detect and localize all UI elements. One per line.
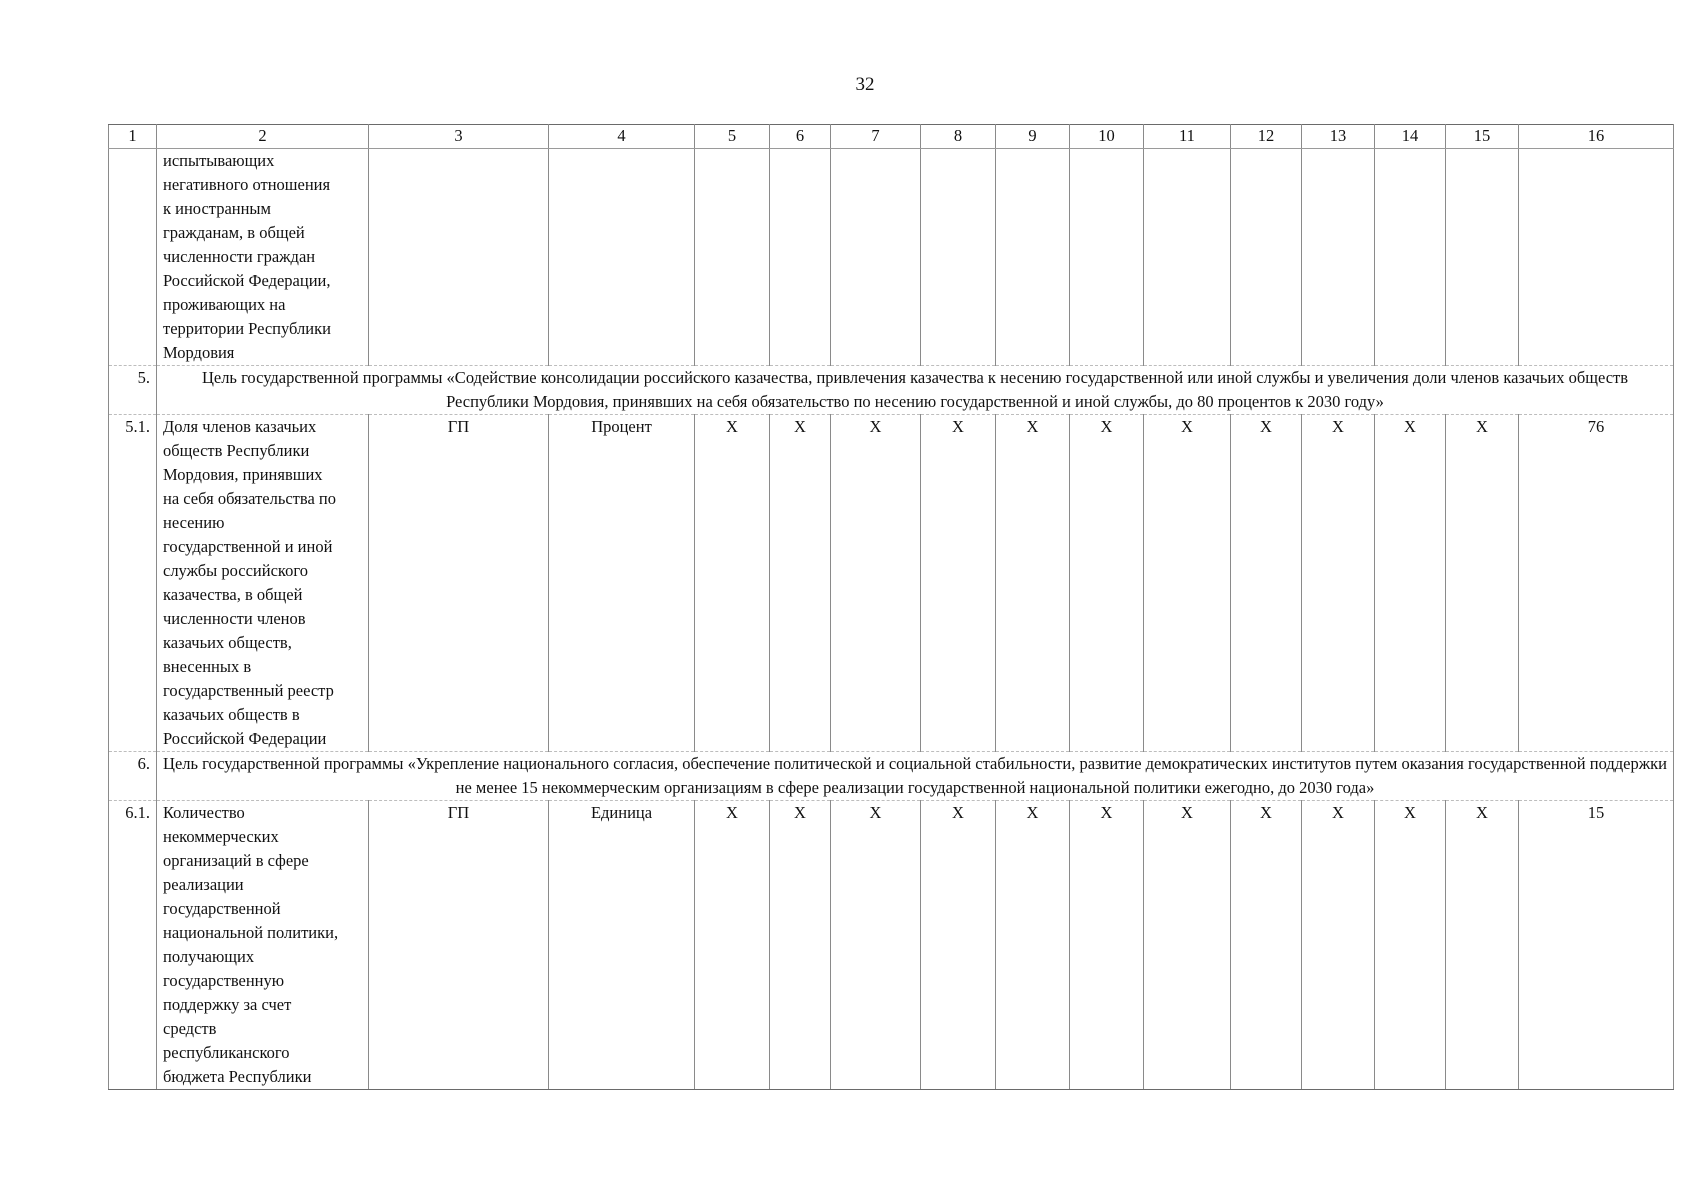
value-cell: Х <box>1446 801 1519 1090</box>
header-cell: 15 <box>1446 125 1519 149</box>
header-cell: 1 <box>109 125 157 149</box>
value-cell: Х <box>1302 415 1375 752</box>
name-line: обществ Республики <box>163 441 310 460</box>
value-cell: Х <box>1144 415 1231 752</box>
empty-cell <box>921 149 996 366</box>
value-cell: Х <box>831 801 921 1090</box>
goal-row <box>109 752 1674 801</box>
empty-cell <box>770 149 831 366</box>
goal-text: Цель государственной программы «Содействие консолидации российского казачества, привлечения казачества к несению государственной или иной службы и увеличения доли членов казачьих обществ Республики Мордовия, принявших на себя обязательство по несению государственной и иной службы, до 80 процентов к 2030 году» <box>157 366 1674 415</box>
name-line: государственную <box>163 971 285 990</box>
name-line: Количество <box>163 803 245 822</box>
value-cell: Х <box>1144 801 1231 1090</box>
value-cell: Х <box>1302 801 1375 1090</box>
name-line: получающих <box>163 947 255 966</box>
row-number-cell: 6.1. <box>109 801 157 1090</box>
header-cell: 12 <box>1231 125 1302 149</box>
empty-cell <box>1302 149 1375 366</box>
name-line: средств <box>163 1019 217 1038</box>
empty-cell <box>1070 149 1144 366</box>
empty-cell <box>549 149 695 366</box>
value-cell: Х <box>695 801 770 1090</box>
unit-cell: Единица <box>549 801 695 1090</box>
indicator-name-cell <box>157 801 369 1090</box>
name-line: негативного отношения <box>163 175 331 194</box>
name-line: поддержку за счет <box>163 995 292 1014</box>
name-line: на себя обязательства по <box>163 489 336 508</box>
header-cell: 16 <box>1519 125 1674 149</box>
name-line: национальной политики, <box>163 923 339 942</box>
name-line: некоммерческих <box>163 827 279 846</box>
name-line: несению <box>163 513 225 532</box>
name-line: внесенных в <box>163 657 252 676</box>
value-cell: Х <box>921 415 996 752</box>
name-line: проживающих на <box>163 295 286 314</box>
row-number-cell: 6. <box>109 752 157 801</box>
empty-cell <box>996 149 1070 366</box>
value-cell: Х <box>831 415 921 752</box>
header-cell: 3 <box>369 125 549 149</box>
name-line: государственный реестр <box>163 681 334 700</box>
value-cell: Х <box>996 415 1070 752</box>
program-cell: ГП <box>369 415 549 752</box>
row-number-cell: 5.1. <box>109 415 157 752</box>
name-line: Российской Федерации, <box>163 271 331 290</box>
name-line: территории Республики <box>163 319 331 338</box>
name-line: численности членов <box>163 609 306 628</box>
table-row <box>109 415 1674 752</box>
empty-cell <box>831 149 921 366</box>
header-cell: 5 <box>695 125 770 149</box>
name-line: Мордовия, принявших <box>163 465 323 484</box>
header-cell: 4 <box>549 125 695 149</box>
table-row <box>109 149 1674 366</box>
value-cell: Х <box>1375 415 1446 752</box>
program-cell: ГП <box>369 801 549 1090</box>
target-value-cell: 76 <box>1519 415 1674 752</box>
value-cell: Х <box>770 415 831 752</box>
name-line: службы российского <box>163 561 308 580</box>
value-cell: Х <box>996 801 1070 1090</box>
value-cell: Х <box>770 801 831 1090</box>
value-cell: Х <box>1231 801 1302 1090</box>
value-cell: Х <box>1070 801 1144 1090</box>
empty-cell <box>1375 149 1446 366</box>
value-cell: Х <box>921 801 996 1090</box>
header-cell: 9 <box>996 125 1070 149</box>
name-line: Доля членов казачьих <box>163 417 317 436</box>
value-cell: Х <box>1231 415 1302 752</box>
value-cell: Х <box>1070 415 1144 752</box>
name-line: государственной <box>163 899 281 918</box>
header-cell: 7 <box>831 125 921 149</box>
goal-row <box>109 366 1674 415</box>
name-line: численности граждан <box>163 247 316 266</box>
name-line: гражданам, в общей <box>163 223 305 242</box>
target-value-cell: 15 <box>1519 801 1674 1090</box>
name-line: к иностранным <box>163 199 271 218</box>
name-line: казачества, в общей <box>163 585 303 604</box>
indicators-table <box>108 124 1674 1090</box>
name-line: Мордовия <box>163 343 235 362</box>
empty-cell <box>1231 149 1302 366</box>
table-header-row <box>109 125 1674 149</box>
empty-cell <box>1519 149 1674 366</box>
header-cell: 13 <box>1302 125 1375 149</box>
goal-text: Цель государственной программы «Укрепление национального согласия, обеспечение политической и социальной стабильности, развитие демократических институтов путем оказания государственной поддержки не менее 15 некоммерческим организациям в сфере реализации государственной национальной политики ежегодно, до 2030 года» <box>157 752 1674 801</box>
unit-cell: Процент <box>549 415 695 752</box>
row-number-cell <box>109 149 157 366</box>
empty-cell <box>695 149 770 366</box>
name-line: Российской Федерации <box>163 729 327 748</box>
page-number: 32 <box>855 74 875 95</box>
indicator-name-cell <box>157 149 369 366</box>
name-line: государственной и иной <box>163 537 333 556</box>
row-number-cell: 5. <box>109 366 157 415</box>
name-line: организаций в сфере <box>163 851 309 870</box>
header-cell: 8 <box>921 125 996 149</box>
value-cell: Х <box>1375 801 1446 1090</box>
header-cell: 11 <box>1144 125 1231 149</box>
empty-cell <box>1446 149 1519 366</box>
header-cell: 14 <box>1375 125 1446 149</box>
header-cell: 10 <box>1070 125 1144 149</box>
value-cell: Х <box>1446 415 1519 752</box>
indicator-name-cell <box>157 415 369 752</box>
name-line: казачьих обществ, <box>163 633 292 652</box>
header-cell: 2 <box>157 125 369 149</box>
table-row <box>109 801 1674 1090</box>
value-cell: Х <box>695 415 770 752</box>
name-line: реализации <box>163 875 244 894</box>
name-line: бюджета Республики <box>163 1067 312 1086</box>
name-line: испытывающих <box>163 151 275 170</box>
empty-cell <box>369 149 549 366</box>
header-cell: 6 <box>770 125 831 149</box>
name-line: республиканского <box>163 1043 290 1062</box>
empty-cell <box>1144 149 1231 366</box>
name-line: казачьих обществ в <box>163 705 300 724</box>
